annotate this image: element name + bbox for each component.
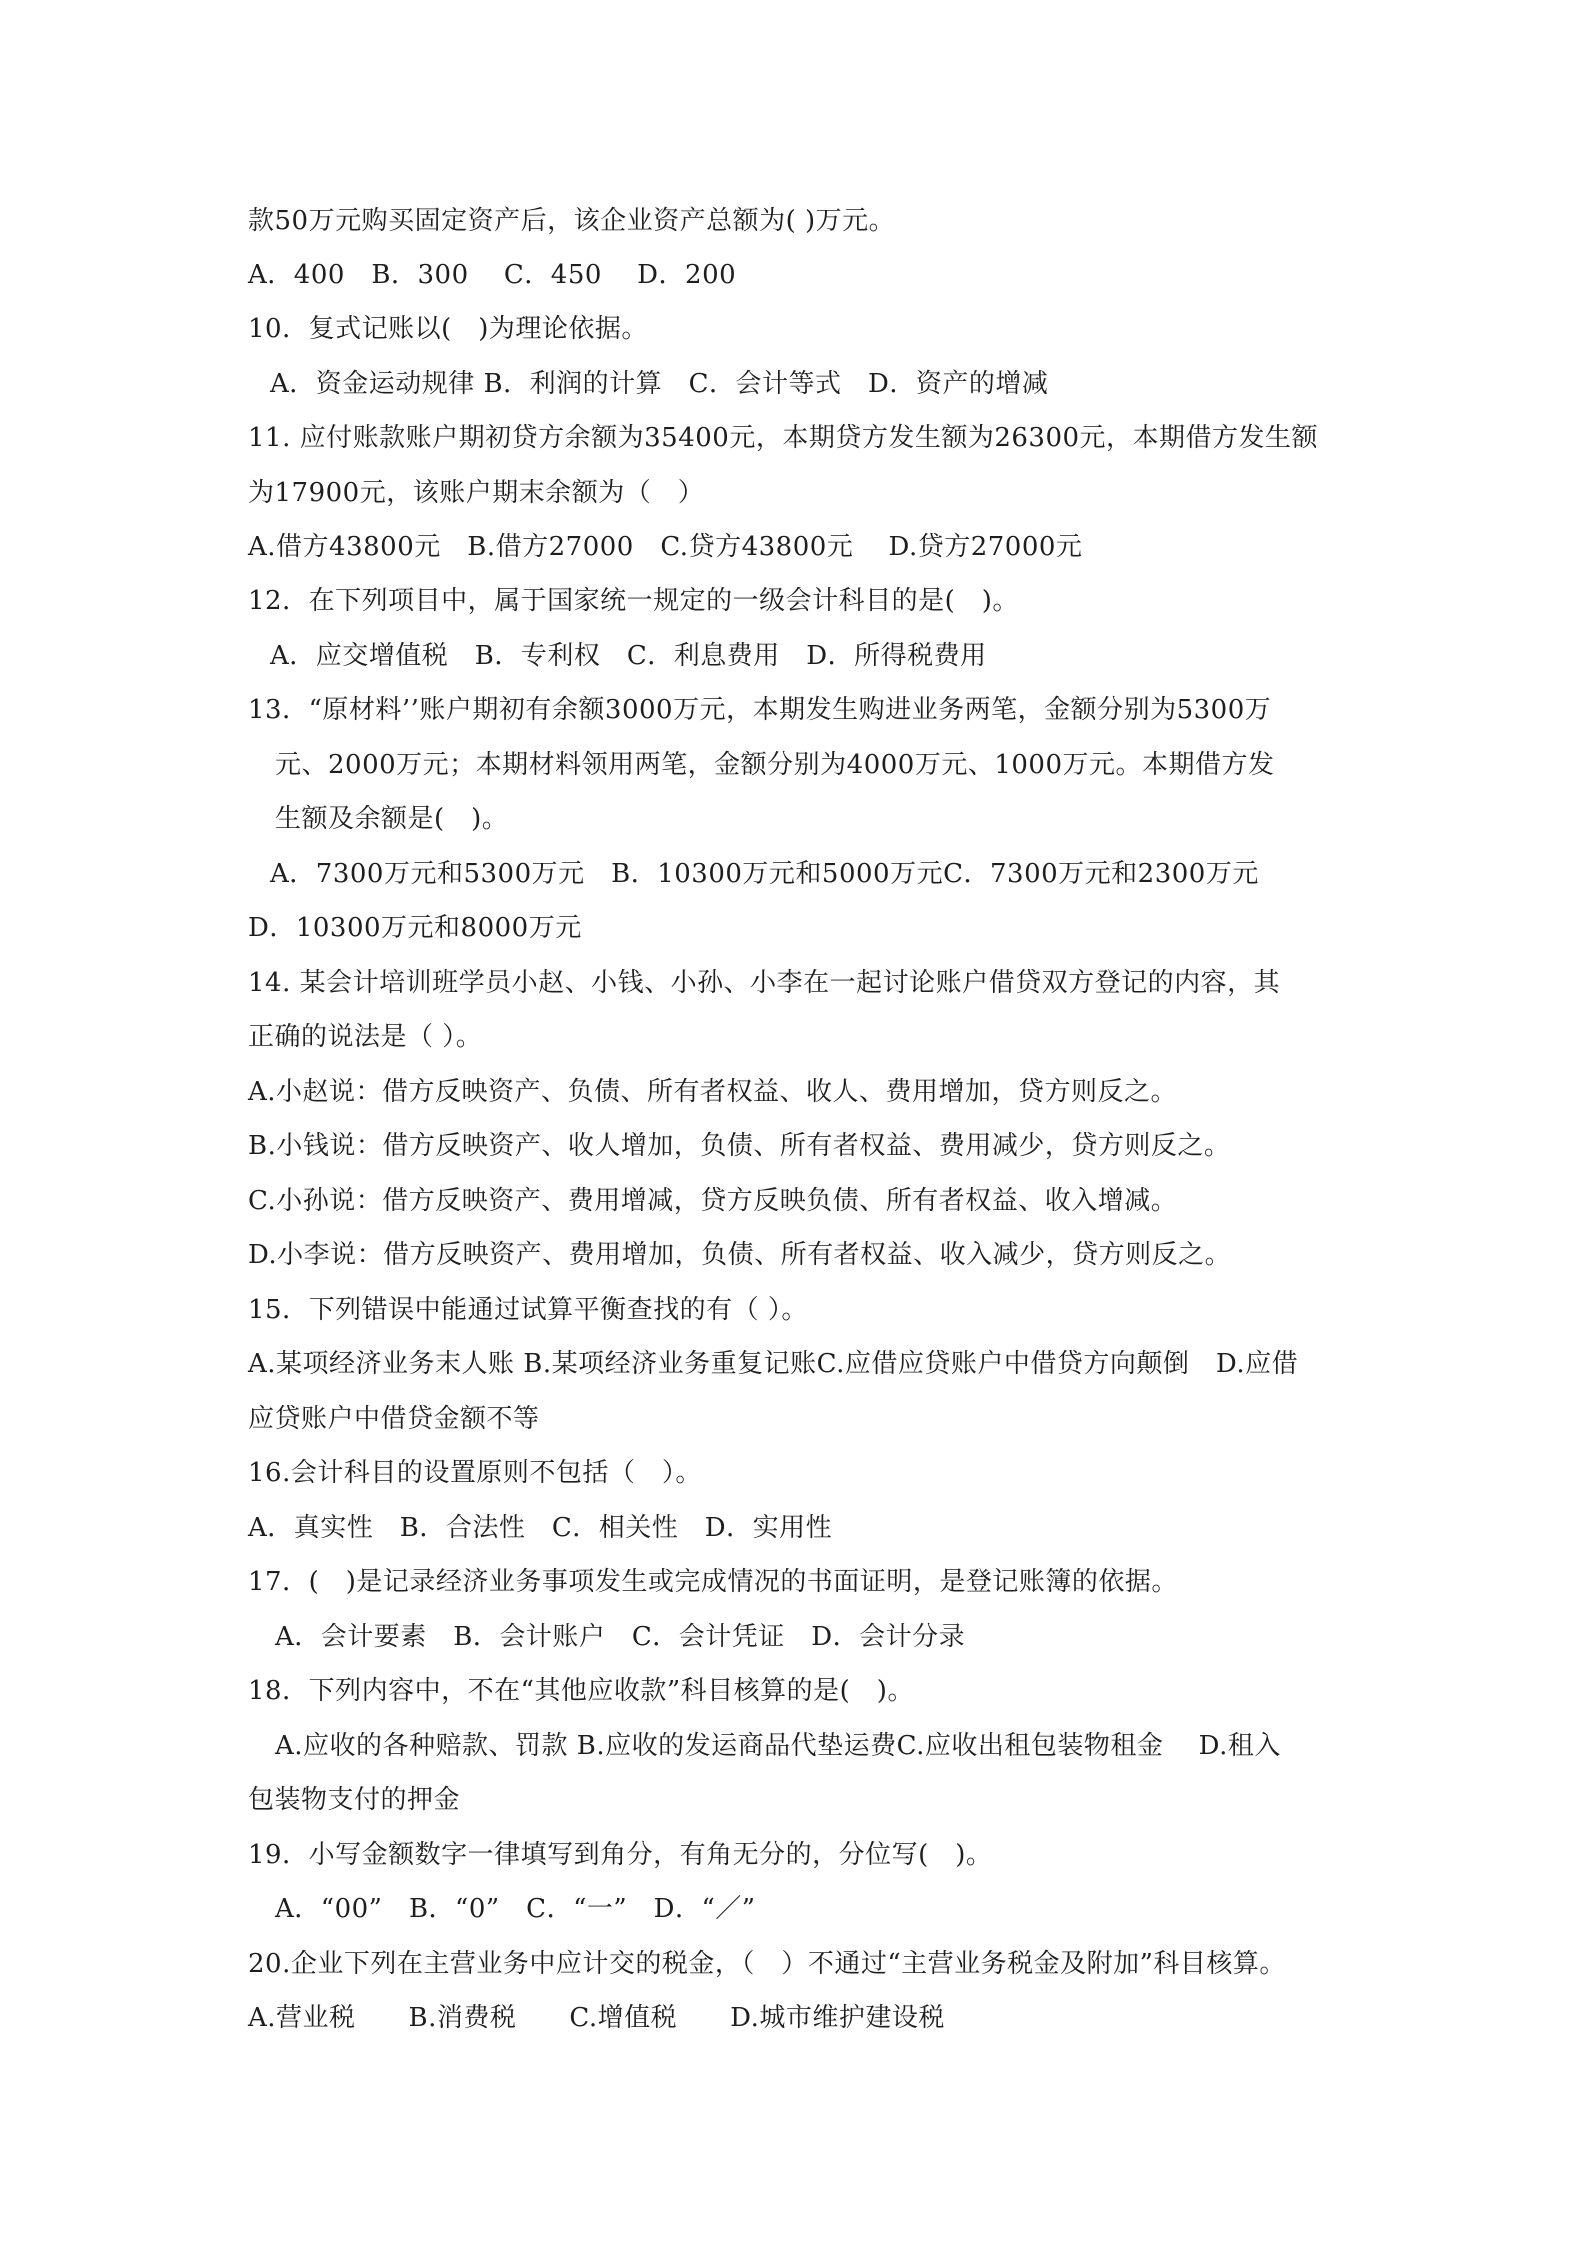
text-line: A．“00” B．“0” C．“一” D．“／”	[275, 1894, 756, 1924]
text-line: 包装物支付的押金	[248, 1785, 461, 1815]
text-line: A.应收的各种赔款、罚款 B.应收的发运商品代垫运费C.应收出租包装物租金 D.租入	[275, 1731, 1281, 1761]
text-line: A．真实性 B．合法性 C．相关性 D．实用性	[248, 1513, 833, 1543]
text-line: A.借方43800元 B.借方27000 C.贷方43800元 D.贷方27000元	[248, 532, 1083, 562]
text-line: 20.企业下列在主营业务中应计交的税金，（ ）不通过“主营业务税金及附加”科目核算。	[248, 1949, 1286, 1979]
text-line: A．7300万元和5300万元 B．10300万元和5000万元C．7300万元和2300万元	[270, 859, 1259, 889]
text-line: C.小孙说：借方反映资产、费用增减，贷方反映负债、所有者权益、收入增减。	[248, 1186, 1178, 1216]
text-line: 正确的说法是（ ）。	[248, 1022, 483, 1052]
text-line: 10．复式记账以( )为理论依据。	[248, 314, 648, 344]
text-line: B.小钱说：借方反映资产、收人增加，负债、所有者权益、费用减少，贷方则反之。	[248, 1131, 1231, 1161]
text-line: A．400 B．300 C．450 D．200	[248, 260, 737, 290]
text-line: 15．下列错误中能通过试算平衡查找的有（ ）。	[248, 1295, 808, 1325]
text-line: A．会计要素 B．会计账户 C．会计凭证 D．会计分录	[275, 1622, 966, 1652]
text-line: 元、2000万元；本期材料领用两笔，金额分别为4000万元、1000万元。本期借方发	[275, 750, 1275, 780]
text-line: 11. 应付账款账户期初贷方余额为35400元，本期贷方发生额为26300元，本期借方发生额	[248, 423, 1319, 453]
text-line: 为17900元，该账户期末余额为（ ）	[248, 478, 705, 508]
text-line: A．应交增值税 B．专利权 C．利息费用 D．所得税费用	[270, 641, 987, 671]
text-line: D.小李说：借方反映资产、费用增加，负债、所有者权益、收入减少，贷方则反之。	[248, 1240, 1232, 1270]
text-line: 12．在下列项目中，属于国家统一规定的一级会计科目的是( )。	[248, 586, 1019, 616]
text-line: 18．下列内容中，不在“其他应收款”科目核算的是( )。	[248, 1676, 914, 1706]
text-line: 应贷账户中借贷金额不等	[248, 1404, 540, 1434]
text-line: D．10300万元和8000万元	[248, 913, 582, 943]
text-line: 19．小写金额数字一律填写到角分，有角无分的，分位写( )。	[248, 1840, 993, 1870]
text-line: 生额及余额是( )。	[275, 804, 509, 834]
text-line: 17．( )是记录经济业务事项发生或完成情况的书面证明，是登记账簿的依据。	[248, 1567, 1178, 1597]
text-line: A.小赵说：借方反映资产、负债、所有者权益、收人、费用增加，贷方则反之。	[248, 1077, 1178, 1107]
text-line: 13．“原材料’’账户期初有余额3000万元，本期发生购进业务两笔，金额分别为5300万	[248, 695, 1272, 725]
text-line: 14. 某会计培训班学员小赵、小钱、小孙、小李在一起讨论账户借贷双方登记的内容，其	[248, 968, 1281, 998]
text-line: 16.会计科目的设置原则不包括（ ）。	[248, 1458, 702, 1488]
text-line: A.某项经济业务末人账 B.某项经济业务重复记账C.应借应贷账户中借贷方向颠倒 D.应借	[248, 1349, 1299, 1379]
text-line: A．资金运动规律 B．利润的计算 C．会计等式 D．资产的增减	[270, 369, 1049, 399]
text-line: 款50万元购买固定资产后，该企业资产总额为( )万元。	[248, 206, 896, 236]
text-line: A.营业税 B.消费税 C.增值税 D.城市维护建设税	[248, 2003, 945, 2033]
